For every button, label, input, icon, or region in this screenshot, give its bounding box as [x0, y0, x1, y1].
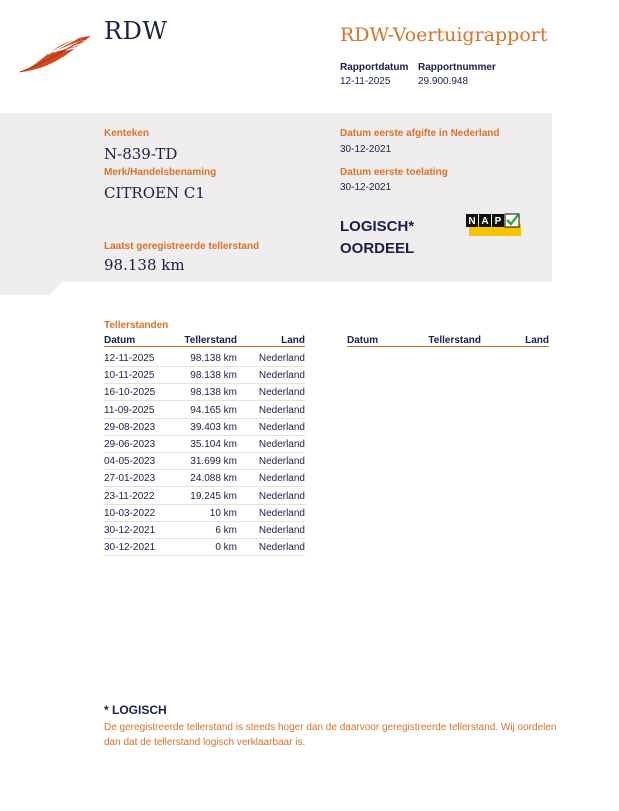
- make-value: CITROEN C1: [104, 184, 205, 202]
- first-admission-label: Datum eerste toelating: [340, 167, 448, 178]
- table-row: [104, 419, 305, 436]
- report-number-label: Rapportnummer: [418, 62, 496, 73]
- cell-date: 10-03-2022: [104, 507, 156, 519]
- verdict-line-1: LOGISCH*: [340, 218, 415, 235]
- table-row: [104, 402, 305, 419]
- cell-country: Nederland: [258, 353, 305, 364]
- make-label: Merk/Handelsbenaming: [104, 167, 217, 178]
- cell-country: Nederland: [258, 421, 305, 433]
- nap-letter-p: P: [494, 216, 502, 227]
- col-country-header-right: Land: [525, 335, 549, 346]
- cell-country: Nederland: [258, 456, 305, 468]
- plate-value: N-839-TD: [104, 145, 178, 163]
- cell-date: 29-06-2023: [104, 439, 156, 450]
- footer-title: [104, 703, 167, 717]
- verdict: [340, 216, 430, 260]
- cell-odometer: 6 km: [215, 525, 237, 536]
- cell-country: Nederland: [258, 490, 305, 502]
- table-row: [104, 522, 305, 539]
- report-date: 12-11-2025: [340, 76, 391, 87]
- cell-date: 10-11-2025: [104, 370, 155, 382]
- report-title: RDW-Voertuigrapport: [340, 24, 548, 46]
- table-row: [104, 350, 305, 367]
- cell-odometer: 24.088 km: [190, 473, 237, 485]
- cell-country: Nederland: [258, 542, 305, 554]
- cell-date: 04-05-2023: [104, 456, 156, 468]
- footer-asterisk: *: [104, 703, 109, 717]
- nap-badge-icon: [465, 213, 523, 237]
- brand-name: RDW: [104, 17, 168, 45]
- cell-date: 11-09-2025: [104, 404, 155, 416]
- nap-letter-n: N: [468, 216, 476, 227]
- cell-odometer: 39.403 km: [190, 421, 237, 433]
- cell-country: Nederland: [258, 473, 305, 485]
- col-odometer-header-right: Tellerstand: [428, 335, 481, 346]
- table-header: [104, 335, 305, 347]
- table-row: [104, 470, 305, 487]
- table-row: [104, 488, 305, 505]
- cell-country: Nederland: [258, 387, 305, 399]
- col-date-header-right: Datum: [347, 335, 379, 346]
- vehicle-summary-panel: [0, 113, 552, 295]
- cell-date: 23-11-2022: [104, 490, 155, 502]
- table-row: [104, 436, 305, 453]
- rdw-logo-icon: [18, 32, 92, 74]
- cell-date: 27-01-2023: [104, 473, 156, 485]
- odometer-label: Laatst geregistreerde tellerstand: [104, 241, 260, 252]
- verdict-line-2: OORDEEL: [340, 240, 415, 257]
- table-row: [104, 539, 305, 556]
- cell-date: 29-08-2023: [104, 421, 156, 433]
- cell-odometer: 98.138 km: [190, 353, 237, 364]
- footer-title-text: LOGISCH: [112, 703, 167, 717]
- col-odometer-header: Tellerstand: [184, 335, 237, 346]
- first-issue-nl-label: Datum eerste afgifte in Nederland: [340, 128, 500, 139]
- cell-country: Nederland: [258, 439, 305, 450]
- cell-country: Nederland: [258, 525, 305, 536]
- first-admission-value: 30-12-2021: [340, 182, 392, 193]
- cell-date: 30-12-2021: [104, 525, 156, 536]
- table-header-right: [347, 335, 549, 347]
- report-number: 29.900.948: [418, 76, 469, 87]
- readings-title: Tellerstanden: [104, 320, 169, 331]
- cell-odometer: 98.138 km: [190, 387, 237, 399]
- cell-country: Nederland: [258, 404, 305, 416]
- cell-date: 12-11-2025: [104, 353, 155, 364]
- cell-odometer: 31.699 km: [190, 456, 237, 468]
- cell-country: Nederland: [258, 370, 305, 382]
- col-country-header: Land: [281, 335, 305, 346]
- report-date-label: Rapportdatum: [340, 62, 409, 73]
- table-row: [104, 453, 305, 470]
- nap-letter-a: A: [481, 216, 489, 227]
- plate-label: Kenteken: [104, 128, 150, 139]
- cell-country: Nederland: [258, 507, 305, 519]
- table-row: [104, 384, 305, 401]
- footer-explanation: De geregistreerde tellerstand is steeds hoger dan de daarvoor geregistreerde tellerstand. Wij oordelen dan dat de tellerstand logisch verklaarbaar is.: [104, 722, 557, 748]
- first-issue-nl-value: 30-12-2021: [340, 144, 392, 155]
- col-date-header: Datum: [104, 335, 136, 346]
- cell-odometer: 10 km: [209, 507, 237, 519]
- cell-date: 16-10-2025: [104, 387, 156, 399]
- odometer-value: 98.138 km: [104, 256, 185, 274]
- cell-date: 30-12-2021: [104, 542, 156, 554]
- cell-odometer: 35.104 km: [190, 439, 237, 450]
- cell-odometer: 98.138 km: [190, 370, 237, 382]
- cell-odometer: 94.165 km: [190, 404, 237, 416]
- table-row: [104, 367, 305, 384]
- cell-odometer: 0 km: [215, 542, 237, 554]
- cell-odometer: 19.245 km: [190, 490, 237, 502]
- table-row: [104, 505, 305, 522]
